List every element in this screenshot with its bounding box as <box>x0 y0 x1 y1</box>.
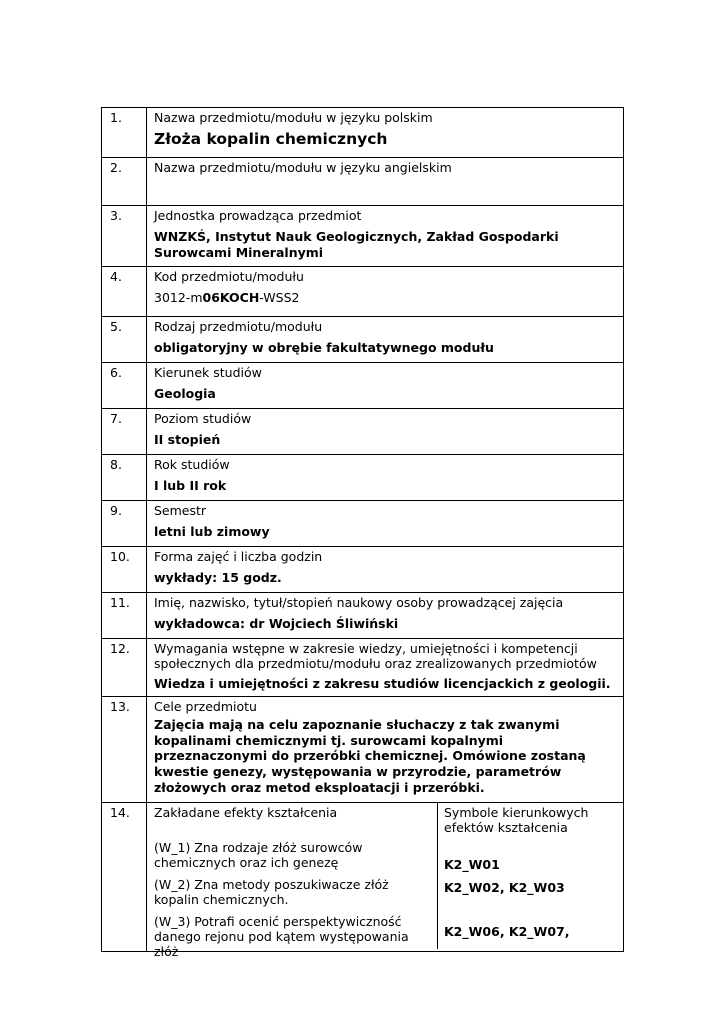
symbols-header: Symbole kierunkowych efektów kształcenia <box>444 805 589 835</box>
table-row <box>102 593 624 639</box>
field-label: Semestr <box>154 503 207 518</box>
learning-outcomes <box>147 803 623 959</box>
field-value: II stopień <box>154 432 221 447</box>
field-label: Forma zajęć i liczba godzin <box>154 549 323 564</box>
row-number: 8. <box>102 455 147 501</box>
row-number: 11. <box>102 593 147 639</box>
field-label: Nazwa przedmiotu/modułu w języku angielskim <box>154 160 452 175</box>
row-number: 10. <box>102 547 147 593</box>
field-label: Jednostka prowadząca przedmiot <box>154 208 362 223</box>
field-value: WNZKŚ, Instytut Nauk Geologicznych, Zakład Gospodarki Surowcami Mineralnymi <box>154 229 559 260</box>
field-label: Nazwa przedmiotu/modułu w języku polskim <box>154 110 433 125</box>
table-row <box>102 803 624 952</box>
row-number: 4. <box>102 267 147 317</box>
table-row <box>102 697 624 803</box>
outcome-symbol: K2_W06, K2_W07, <box>444 924 570 939</box>
table-row <box>102 158 624 206</box>
outcome-symbol: K2_W02, K2_W03 <box>444 880 565 895</box>
list-item: (W_1) Zna rodzaje złóż surowców chemicznych oraz ich genezę <box>154 840 363 870</box>
field-label: Rodzaj przedmiotu/modułu <box>154 319 323 334</box>
table-row <box>102 317 624 363</box>
row-number: 6. <box>102 363 147 409</box>
field-value: wykładowca: dr Wojciech Śliwiński <box>154 616 399 631</box>
table-row <box>102 547 624 593</box>
field-label: Cele przedmiotu <box>154 699 257 714</box>
course-objectives: Zajęcia mają na celu zapoznanie słuchaczy z tak zwanymi kopalinami chemicznymi tj. surowcami kopalnymi przeznaczonymi do przeróbki chemicznej. Omówione zostaną kwestie genezy, występowania w przyrodzie, parametrów złożowych oraz metod eksploatacji i przeróbki. <box>154 717 586 795</box>
field-label: Kierunek studiów <box>154 365 262 380</box>
row-number: 7. <box>102 409 147 455</box>
field-label: Poziom studiów <box>154 411 252 426</box>
table-row <box>102 267 624 317</box>
row-number: 3. <box>102 206 147 267</box>
row-number: 5. <box>102 317 147 363</box>
list-item: (W_2) Zna metody poszukiwacze złóż kopalin chemicznych. <box>154 877 389 907</box>
field-value: obligatoryjny w obrębie fakultatywnego modułu <box>154 340 494 355</box>
field-value: letni lub zimowy <box>154 524 270 539</box>
field-label: Rok studiów <box>154 457 230 472</box>
field-label: Wymagania wstępne w zakresie wiedzy, umiejętności i kompetencji społecznych dla przedmiotu/modułu oraz zrealizowanych przedmiotów <box>154 641 597 671</box>
table-row <box>102 108 624 158</box>
table-row <box>102 206 624 267</box>
table-row <box>102 363 624 409</box>
table-row <box>102 409 624 455</box>
table-row <box>102 639 624 697</box>
table-row <box>102 455 624 501</box>
field-label: Kod przedmiotu/modułu <box>154 269 304 284</box>
field-label: Zakładane efekty kształcenia <box>154 805 338 820</box>
row-number: 1. <box>102 108 147 158</box>
field-value: wykłady: 15 godz. <box>154 570 282 585</box>
row-number: 12. <box>102 639 147 697</box>
course-syllabus-document <box>101 107 624 959</box>
row-number: 13. <box>102 697 147 803</box>
syllabus-table <box>101 107 624 959</box>
outcomes-column <box>147 803 438 959</box>
list-item: (W_3) Potrafi ocenić perspektywiczność danego rejonu pod kątem występowania złóż <box>154 914 409 959</box>
field-value: I lub II rok <box>154 478 227 493</box>
course-title: Złoża kopalin chemicznych <box>154 130 388 148</box>
table-row <box>102 501 624 547</box>
row-number: 9. <box>102 501 147 547</box>
course-code: 3012-m06KOCH-WSS2 <box>154 290 300 305</box>
symbols-column <box>438 803 623 949</box>
field-value: Wiedza i umiejętności z zakresu studiów licencjackich z geologii. <box>154 676 611 691</box>
field-value: Geologia <box>154 386 216 401</box>
row-number: 14. <box>102 803 147 952</box>
outcome-symbol: K2_W01 <box>444 857 500 872</box>
row-number: 2. <box>102 158 147 206</box>
field-label: Imię, nazwisko, tytuł/stopień naukowy osoby prowadzącej zajęcia <box>154 595 564 610</box>
